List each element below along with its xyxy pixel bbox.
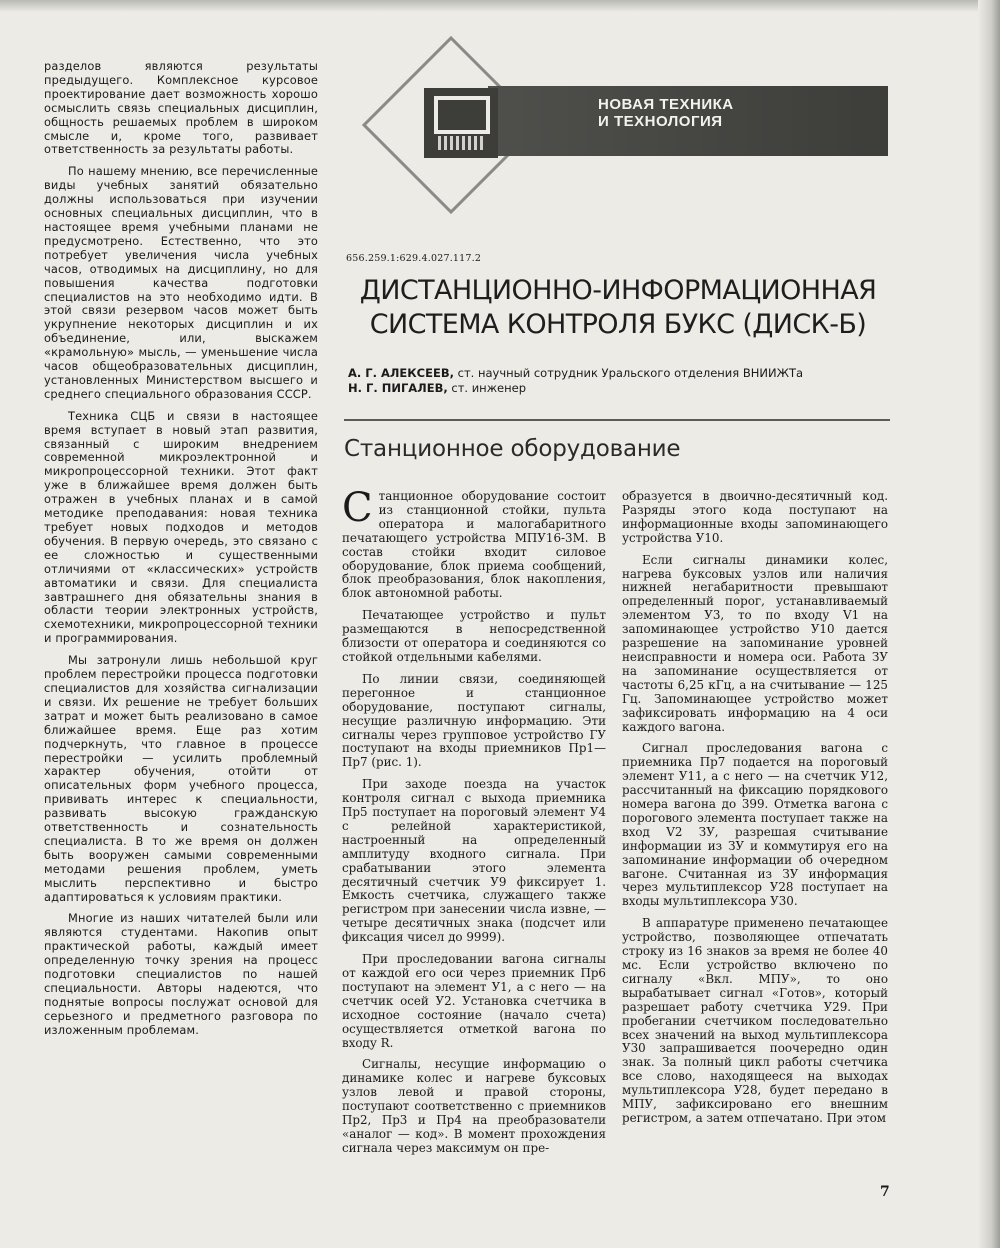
page-top-shadow: [0, 0, 1000, 12]
paragraph: При заходе поезда на участок контроля сигнал с выхода приемника Пр5 поступает на пороговый элемент У4 с релейной характеристикой, настроенный на определенный амплитуду входного сигнала. При срабатывании этого элемента десятичный счетчик У9 фиксирует 1. Емкость счетчика, служащего также регистром при занесении числа извне, — четыре десятичных знака (подсчет или фиксация чисел до 9999).: [342, 777, 606, 945]
article-column-2: [622, 490, 888, 1134]
article-column-1: [342, 485, 606, 1164]
rubric-banner: [338, 62, 888, 232]
paragraph: Мы затронули лишь небольшой круг проблем перестройки процесса подготовки специалистов для хозяйства сигнализации и связи. Их решение не требует больших затрат и может быть реализовано в самое ближайшее время. Еще раз хотим подчеркнуть, что главное в процессе перестройки — усилить проблемный характер обучения, отойти от описательных форм учебного процесса, прививать интерес к специальности, развивать высокую гражданскую ответственность и сознательность специалиста. В то же время он должен быть вооружен самыми современными методами решения проблем, уметь мыслить перспективно и быстро адаптироваться к условиям практики.: [44, 653, 318, 904]
section-heading: Станционное оборудование: [344, 436, 681, 462]
paragraph: Многие из наших читателей были или являются студентами. Накопив опыт практической работы, каждый имеет определенную точку зрения на процесс подготовки специалистов по нашей специальности. Авторы надеются, что поднятые вопросы послужат основой для серьезного и предметного разговора по изложенным проблемам.: [44, 911, 318, 1037]
paragraph: Печатающее устройство и пульт размещаются в непосредственной близости от оператора и соединяются со стойкой отдельными кабелями.: [342, 608, 606, 664]
article-authors: [348, 366, 803, 396]
paragraph: Если сигналы динамики колес, нагрева буксовых узлов или наличия нижней негабаритности превышают определенный порог, устанавливаемый элементом У3, то по входу V1 на запоминающее устройство У10 дается разрешение на запоминание уровней неисправности и номера оси. Работа ЗУ на запоминание осуществляется от частоты 6,25 кГц, а на считывание — 125 Гц. Запоминающее устройство может зафиксировать информацию на 4 оси каждого вагона.: [622, 552, 888, 734]
paragraph: разделов являются результаты предыдущего. Комплексное курсовое проектирование дает возможность хорошо осмыслить связь специальных дисциплин, общность решаемых проблем в широком смысле и, кроме того, развивает ответственность за результаты работы.: [44, 59, 318, 157]
computer-monitor-icon: [424, 88, 498, 158]
paragraph: По линии связи, соединяющей перегонное и станционное оборудование, поступают сигналы, несущие различную информацию. Эти сигналы через групповое устройство ГУ поступают на входы приемников Пр1—Пр7 (рис. 1).: [342, 671, 606, 770]
drop-cap: С: [342, 485, 373, 531]
article-title: ДИСТАНЦИОННО-ИНФОРМАЦИОННАЯ СИСТЕМА КОНТРОЛЯ БУКС (ДИСК-Б): [359, 275, 877, 340]
page-number: 7: [880, 1184, 890, 1200]
left-column-text: [44, 60, 318, 1046]
page-edge-shadow: [978, 0, 1000, 1248]
paragraph: Техника СЦБ и связи в настоящее время вступает в новый этап развития, связанный с широким внедрением современной микроэлектронной и микропроцессорной техники. Этот факт уже в ближайшее время должен быть отражен в учебных планах и в самой методике преподавания: новая техника требует новых подходов и методов обучения. В первую очередь, это связано с ее сложностью и существенными отличиями от «классических» устройств автоматики и связи. Для специалиста завтрашнего дня обязательны знания в области теории электронных устройств, схемотехники, микропроцессорной техники и программирования.: [44, 408, 318, 646]
paragraph: По нашему мнению, все перечисленные виды учебных занятий обязательно должны использоваться при изучении основных специальных дисциплин, что в настоящее время учебными планами не предусмотрено. Естественно, что это потребует увеличения числа учебных часов, отводимых на дисциплину, но для повышения качества подготовки специалистов на это необходимо идти. В этой связи резервом часов может быть укрупнение некоторых дисциплин и их объединение, или, выскажем «крамольную» мысль, — уменьшение числа часов общеобразовательных дисциплин, установленных Министерством высшего и среднего специального образования СССР.: [44, 164, 318, 401]
paragraph: Станционное оборудование состоит из станционной стойки, пульта оператора и малогабаритного печатающего устройства МПУ16-3М. В состав стойки входит силовое оборудование, блок приема сообщений, блок преобразования, блок накопления, блок автономной работы.: [342, 485, 606, 601]
paragraph: Сигнал проследования вагона с приемника Пр7 подается на пороговый элемент У11, а с него — на счетчик У12, рассчитанный на фиксацию порядкового номера вагона до 399. Отметка вагона с порогового элемента поступает также на вход V2 ЗУ, разрешая считывание информации из ЗУ и коммутируя его на запоминание информации об очередном вагоне. Считанная из ЗУ информация через мультиплексор У28 поступает на входы мультиплексора У30.: [622, 741, 888, 909]
rubric-title: НОВАЯ ТЕХНИКА И ТЕХНОЛОГИЯ: [598, 96, 734, 130]
paragraph: образуется в двоично-десятичный код. Разряды этого кода поступают на информационные входы запоминающего устройства У10.: [622, 489, 888, 545]
divider: [344, 419, 890, 421]
author-line: Н. Г. ПИГАЛЕВ, ст. инженер: [348, 381, 527, 395]
paragraph: Сигналы, несущие информацию о динамике колес и нагреве буксовых узлов левой и правой стороны, поступают соответственно с приемников Пр2, Пр3 и Пр4 на преобразователи «аналог — код». В момент прохождения сигнала через максимум он пре-: [342, 1057, 606, 1155]
paragraph: При проследовании вагона сигналы от каждой его оси через приемник Пр6 поступают на элемент У1, а с него — на счетчик осей У2. Установка счетчика в исходное состояние (начало счета) осуществляется отметкой вагона по входу R.: [342, 952, 606, 1050]
author-line: А. Г. АЛЕКСЕЕВ, ст. научный сотрудник Уральского отделения ВНИИЖТа: [348, 366, 804, 380]
udc-code: 656.259.1:629.4.027.117.2: [346, 253, 482, 264]
paragraph: В аппаратуре применено печатающее устройство, позволяющее отпечатать строку из 16 знаков за время не более 40 мс. Если устройство включено по сигналу «Вкл. МПУ», то оно вырабатывает сигнал «Готов», который разрешает работу счетчика У29. При пробегании счетчиком последовательно всех значений на выход мультиплексора У30 запрашивается поочередно один знак. За полный цикл работы счетчика все слово, находящееся на выходах мультиплексора У28, будет передано в МПУ, зафиксировано его внешним регистром, а затем отпечатано. При этом: [622, 916, 888, 1125]
